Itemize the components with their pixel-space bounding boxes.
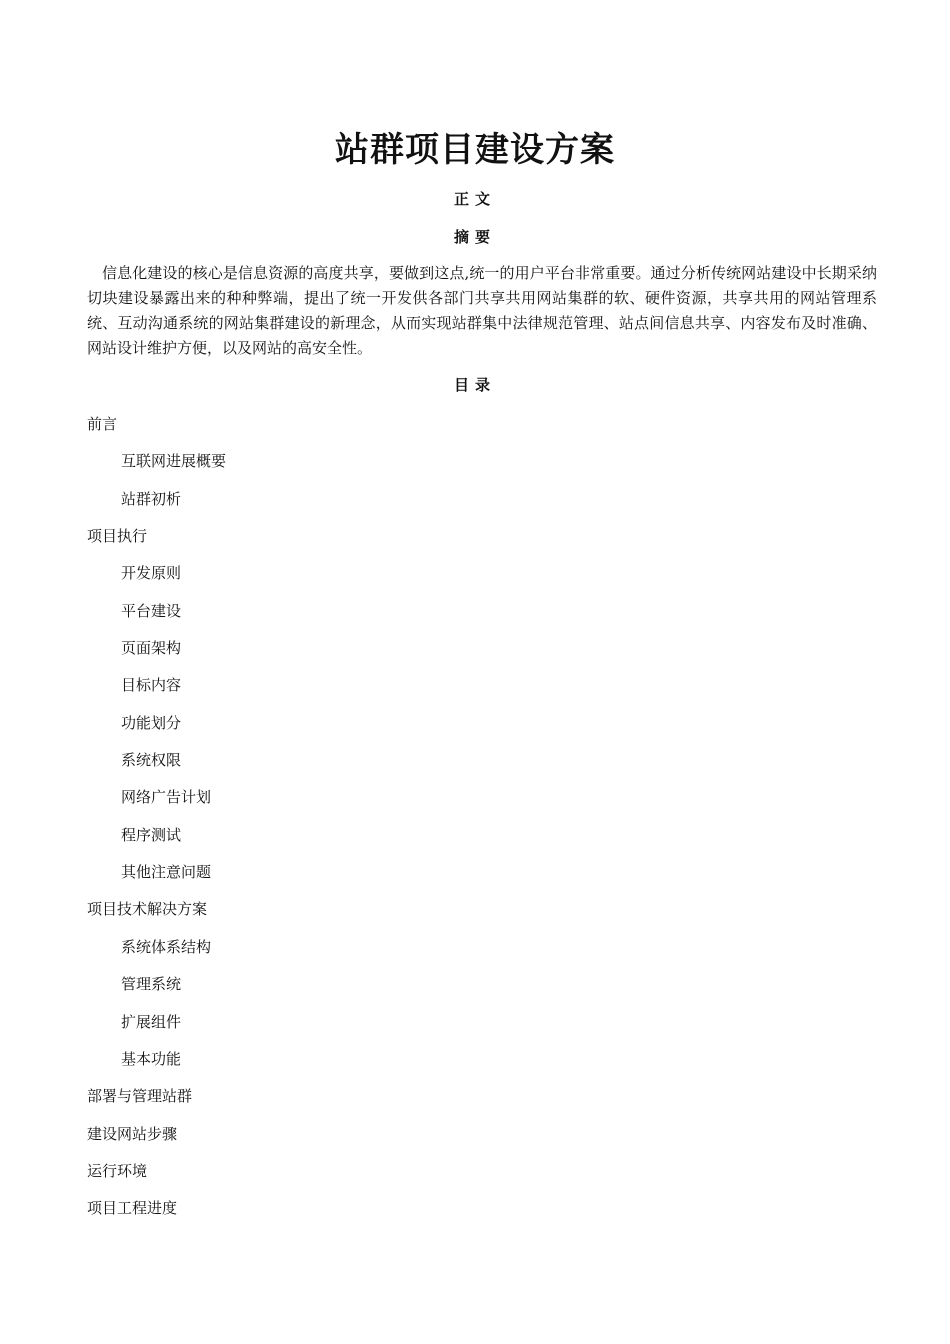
toc-item: 项目工程进度 <box>87 1199 178 1218</box>
toc-item: 运行环境 <box>87 1161 148 1180</box>
toc-item: 站群初析 <box>121 489 182 508</box>
toc-item: 项目执行 <box>87 527 148 546</box>
toc-item: 功能划分 <box>121 713 182 732</box>
table-of-contents <box>87 410 847 1232</box>
toc-item: 基本功能 <box>121 1049 182 1068</box>
toc-item: 平台建设 <box>121 601 182 620</box>
document-title: 站群项目建设方案 <box>335 130 615 170</box>
toc-item: 程序测试 <box>121 825 182 844</box>
toc-item: 系统权限 <box>121 751 182 770</box>
toc-item: 网络广告计划 <box>121 788 212 807</box>
toc-item: 项目技术解决方案 <box>87 900 208 919</box>
toc-item: 系统体系结构 <box>121 937 212 956</box>
toc-heading: 目录 <box>453 376 496 394</box>
toc-item: 建设网站步骤 <box>87 1124 178 1143</box>
toc-item: 扩展组件 <box>121 1012 182 1031</box>
abstract-paragraph: 信息化建设的核心是信息资源的高度共享，要做到这点,统一的用户平台非常重要。通过分析传统网站建设中长期采纳切块建设暴露出来的种种弊端，提出了统一开发供各部门共享共用网站集群的软、硬件资源，共享共用的网站管理系统、互动沟通系统的网站集群建设的新理念，从而实现站群集中法律规范管理、站点间信息共享、内容发布及时准确、网站设计维护方便，以及网站的高安全性。 <box>87 264 877 357</box>
toc-item: 目标内容 <box>121 676 182 695</box>
body-heading: 正文 <box>453 190 496 208</box>
abstract-heading: 摘要 <box>453 228 496 246</box>
toc-item: 互联网进展概要 <box>121 452 227 471</box>
toc-item: 部署与管理站群 <box>87 1087 193 1106</box>
toc-item: 前言 <box>87 415 118 433</box>
toc-item: 其他注意问题 <box>121 863 212 882</box>
toc-item: 页面架构 <box>121 639 182 658</box>
toc-item: 管理系统 <box>121 975 182 994</box>
toc-item: 开发原则 <box>121 564 182 583</box>
